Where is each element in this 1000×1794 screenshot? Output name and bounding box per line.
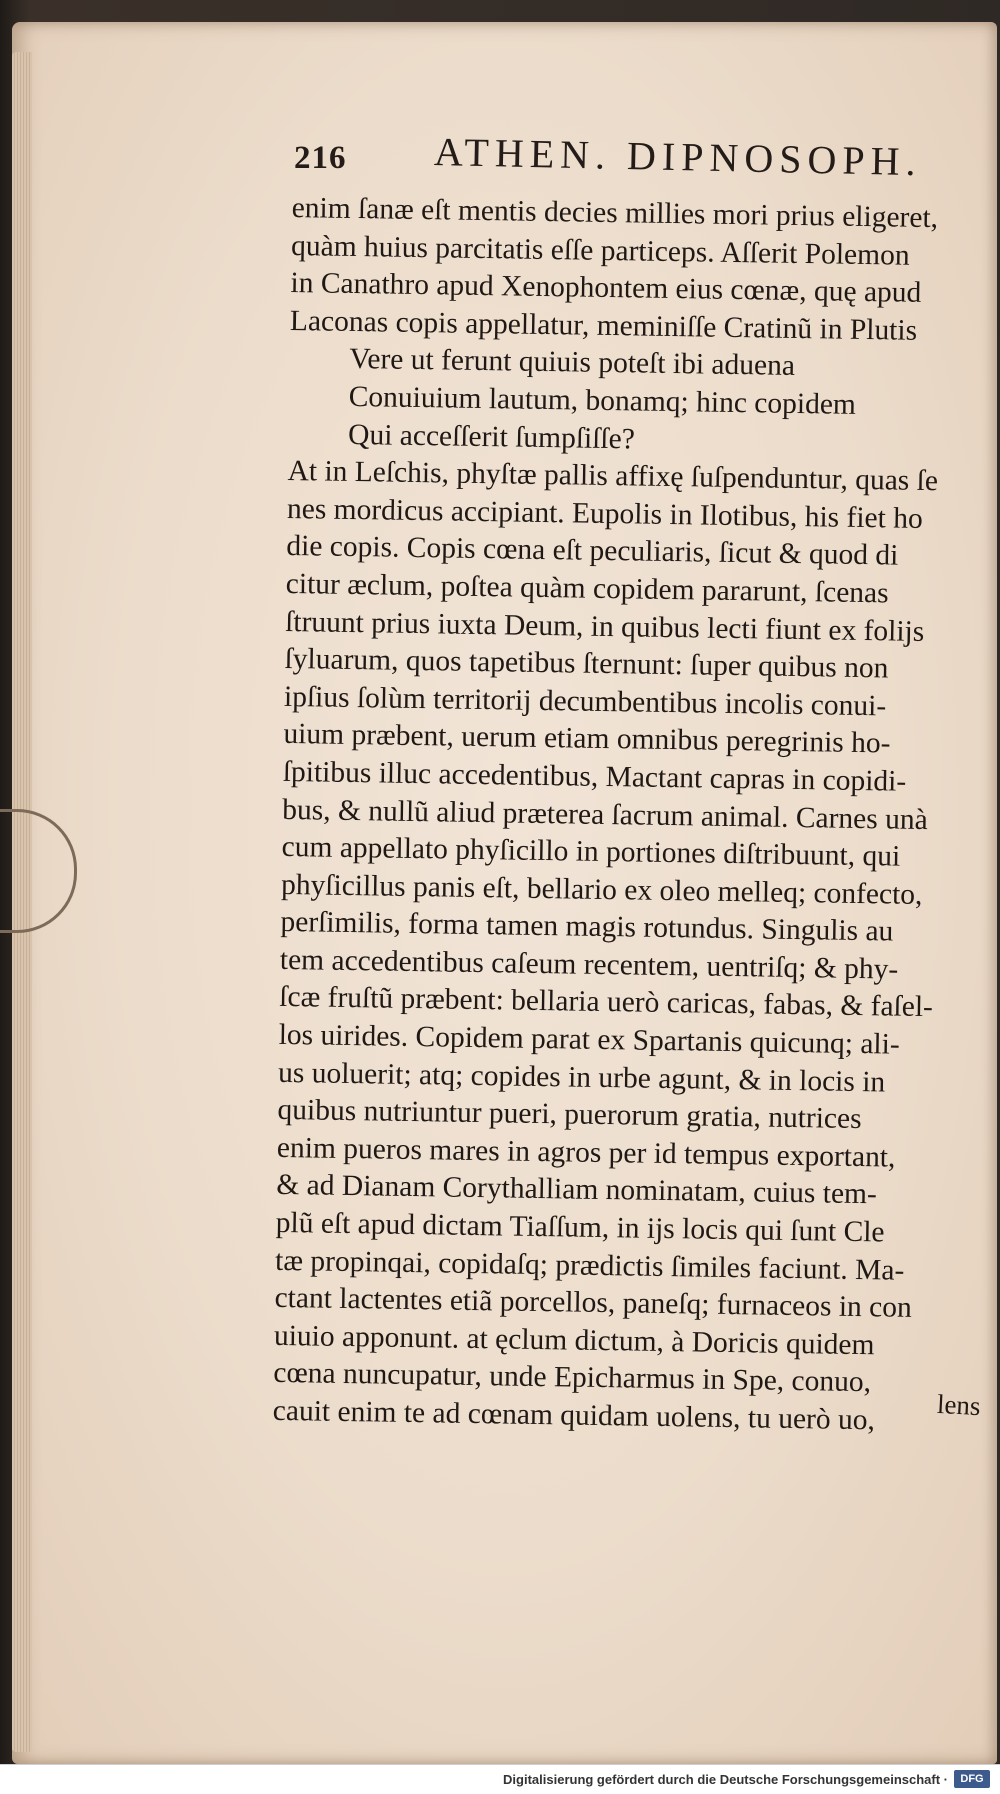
text-line: cauit enim te ad cœnam quidam uolens, tu uerò uo,	[272, 1394, 876, 1437]
text-line: enim pueros mares in agros per id tempus exportant,	[276, 1131, 896, 1174]
text-line: uium præbent, uerum etiam omnibus peregrinis ho-	[283, 718, 891, 760]
text-line: phyſicillus panis eſt, bellario ex oleo melleq; confecto,	[280, 868, 923, 911]
book-clasp	[0, 809, 77, 933]
text-line: plũ eſt apud dictam Tiaſſum, in ijs locis qui ſunt Cle	[275, 1206, 885, 1249]
dfg-logo: DFG	[954, 1770, 990, 1788]
text-line: Vere ut ferunt quiuis poteſt ibi aduena	[349, 343, 796, 383]
text-line: citur æclum, poſtea quàm copidem pararunt, ſcenas	[285, 567, 889, 610]
text-line: & ad Dianam Corythalliam nominatam, cuius tem-	[276, 1169, 878, 1211]
text-line: cum appellato phyſicillo in portiones diſtribuunt, qui	[281, 831, 901, 873]
running-title: ATHEN. DIPNOSOPH.	[433, 129, 922, 185]
text-line: perſimilis, forma tamen magis rotundus. Singulis au	[280, 906, 894, 948]
text-line: in Canathro apud Xenophontem eius cœnæ, quę apud	[290, 267, 922, 310]
text-line: tem accedentibus caſeum recentem, uentriſq; & phy-	[279, 943, 899, 986]
text-line: us uoluerit; atq; copides in urbe agunt, & in locis in	[277, 1056, 886, 1099]
text-line: Conuiuium lautum, bonamq; hinc copidem	[348, 380, 857, 421]
text-line: tæ propinqai, copidaſq; prædictis ſimiles faciunt. Ma-	[274, 1244, 905, 1287]
text-line: quàm huius parcitatis eſſe particeps. Aſſerit Polemon	[290, 229, 910, 272]
text-line: nes mordicus accipiant. Eupolis in Ilotibus, his fiet ho	[286, 492, 923, 535]
text-line: ipſius ſolùm territorij decumbentibus incolis conui-	[283, 680, 887, 723]
page-header	[294, 128, 954, 185]
text-line: ſpitibus illuc accedentibus, Mactant capras in copidi-	[282, 755, 907, 798]
body-text	[273, 190, 992, 1441]
text-line: die copis. Copis cœna eſt peculiaris, ſicut & quod di	[286, 530, 899, 572]
text-line: uiuio apponunt. at ęclum dictum, à Doricis quidem	[273, 1319, 875, 1362]
text-line: ſyluarum, quos tapetibus ſternunt: ſuper quibus non	[284, 643, 889, 685]
text-line: ſcæ fruſtũ præbent: bellaria uerò caricas, fabas, & faſel-	[279, 981, 934, 1024]
text-line: bus, & nullũ aliud præterea ſacrum animal. Carnes unà	[282, 793, 928, 836]
catchword: lens	[936, 1388, 982, 1422]
text-line: ſtruunt prius iuxta Deum, in quibus lecti fiunt ex folijs	[284, 605, 925, 648]
text-line: quibus nutriuntur pueri, puerorum gratia, nutrices	[277, 1094, 862, 1136]
text-line: Qui acceſſerit ſumpſiſſe?	[347, 418, 636, 455]
text-line: enim ſanæ eſt mentis decies millies mori prius eligeret,	[291, 191, 939, 235]
page-number: 216	[294, 140, 347, 176]
text-line: At in Leſchis, phyſtæ pallis affixę ſuſpenduntur, quas ſe	[287, 455, 939, 498]
text-line: los uirides. Copidem parat ex Spartanis quicunq; ali-	[278, 1018, 900, 1061]
text-line: Laconas copis appellatur, meminiſſe Cratinũ in Plutis	[289, 304, 918, 347]
text-line: ctant lactentes etiã porcellos, paneſq; furnaceos in con	[274, 1282, 913, 1325]
footer-credit: Digitalisierung gefördert durch die Deutsche Forschungsgemeinschaft ·	[503, 1772, 948, 1787]
text-line: cœna nuncupatur, unde Epicharmus in Spe, conuo,	[273, 1357, 872, 1399]
footer-bar	[0, 1764, 1000, 1794]
